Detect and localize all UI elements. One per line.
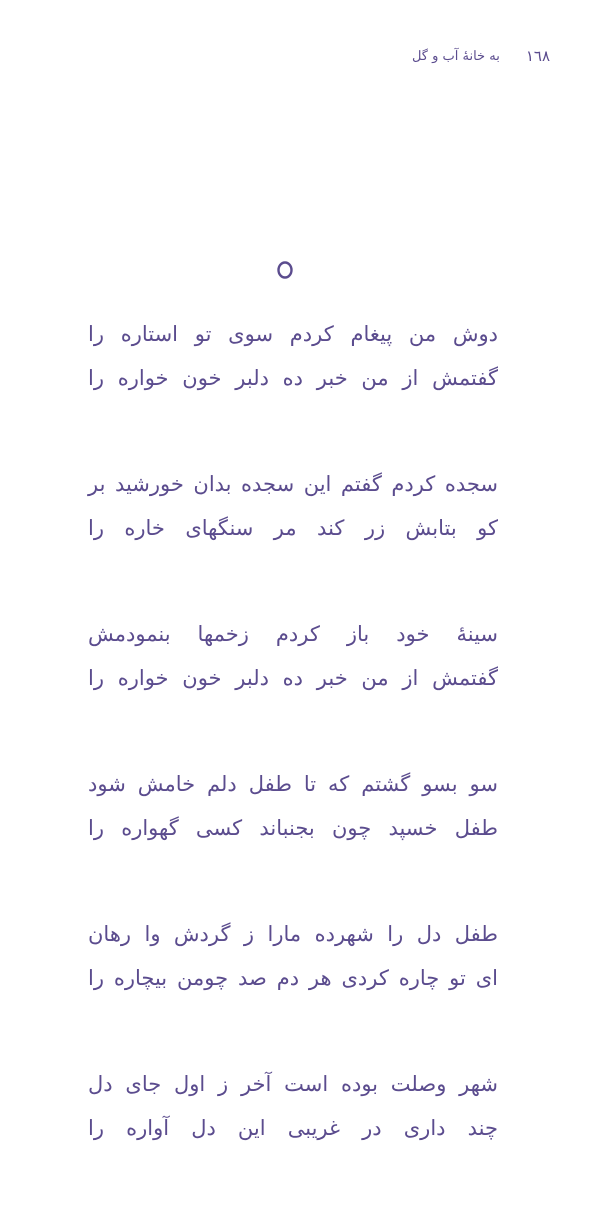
stanza-3: [88, 612, 498, 700]
stanza-1: [88, 312, 498, 400]
page-number: ١٦٨: [525, 47, 550, 65]
verse-line: سجده کردم گفتم این سجده بدان خورشید بر: [88, 472, 498, 496]
stanza-2: [88, 462, 498, 550]
verse-line: ای تو چاره کردی هر دم صد چومن بیچاره را: [88, 966, 498, 990]
book-title: به خانهٔ آب و گل: [411, 48, 500, 64]
verse-line: شهر وصلت بوده است آخر ز اول جای دل: [88, 1072, 498, 1096]
verse-line: طفل دل را شهرده مارا ز گردش وا رهان: [88, 922, 498, 946]
verse-line: چند داری در غریبی این دل آواره را: [88, 1116, 498, 1140]
verse-line: کو بتابش زر کند مر سنگهای خاره را: [88, 516, 498, 540]
verse-line: سو بسو گشتم که تا طفل دلم خامش شود: [88, 772, 498, 796]
stanza-5: [88, 912, 498, 1000]
circle-ornament-icon: [275, 260, 295, 280]
verse-line: سینهٔ خود باز کردم زخمها بنمودمش: [88, 622, 498, 646]
stanza-4: [88, 762, 498, 850]
verse-line: گفتمش از من خبر ده دلبر خون خواره را: [88, 366, 498, 390]
verse-line: گفتمش از من خبر ده دلبر خون خواره را: [88, 666, 498, 690]
verse-line: طفل خسپد چون بجنباند کسی گهواره را: [88, 816, 498, 840]
verse-line: دوش من پیغام کردم سوی تو استاره را: [88, 322, 498, 346]
poem: [88, 312, 498, 1212]
stanza-6: [88, 1062, 498, 1150]
running-header: [360, 44, 550, 68]
